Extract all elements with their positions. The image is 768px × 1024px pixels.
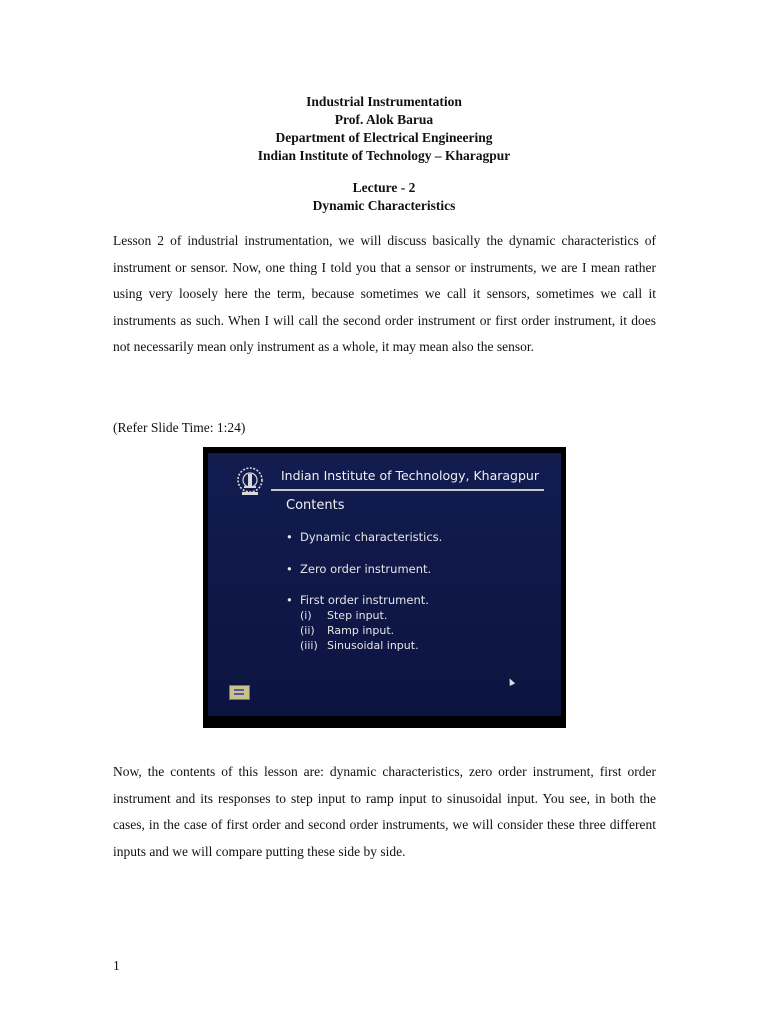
subitem-text: Ramp input. — [327, 624, 395, 637]
slide-bullet — [286, 530, 442, 544]
bullet-text: Zero order instrument. — [300, 562, 432, 576]
mouse-pointer-icon — [507, 677, 515, 686]
slide-nav-icon — [229, 685, 250, 700]
page-number: 1 — [113, 958, 120, 973]
intro-paragraph: Lesson 2 of industrial instrumentation, we will discuss basically the dynamic characteristics of instrument or sensor. Now, one thing I told you that a sensor or instruments, we are I mean rather using very loosely here the term, because sometimes we call it sensors, sometimes we call it instruments as such. When I will call the second order instrument or first order instrument, it does not necessarily mean only instrument as a whole, it may mean also the sensor. — [113, 233, 656, 355]
iit-logo-icon — [235, 465, 265, 497]
bullet-icon: • — [286, 562, 293, 576]
document-header — [0, 93, 768, 165]
subitem-text: Step input. — [327, 609, 388, 622]
subitem-number: (iii) — [300, 639, 318, 652]
slide-bullet — [286, 593, 429, 607]
subitem-number: (i) — [300, 609, 312, 622]
slide-image — [203, 447, 566, 728]
slide-heading: Contents — [286, 498, 345, 513]
slide-subitem — [300, 639, 419, 652]
course-title: Industrial Instrumentation — [306, 94, 462, 109]
lecture-title: Dynamic Characteristics — [312, 198, 456, 213]
slide-bullet — [286, 562, 431, 576]
subitem-text: Sinusoidal input. — [327, 639, 419, 652]
contents-paragraph: Now, the contents of this lesson are: dynamic characteristics, zero order instrument, first order instrument and its responses to step input to ramp input to sinusoidal input. You see, in both the cases, in the case of first order and second order instruments, we will consider these three different inputs and we will compare putting these side by side. — [113, 764, 656, 859]
bullet-text: Dynamic characteristics. — [300, 530, 443, 544]
slide-divider — [271, 489, 544, 491]
institute-name: Indian Institute of Technology – Kharagpur — [257, 148, 511, 163]
slide-background — [208, 453, 561, 716]
department-name: Department of Electrical Engineering — [275, 130, 493, 145]
slide-subitem — [300, 609, 387, 622]
slide-time-reference: (Refer Slide Time: 1:24) — [113, 420, 246, 435]
bullet-icon: • — [286, 530, 293, 544]
professor-name: Prof. Alok Barua — [334, 112, 434, 127]
subitem-number: (ii) — [300, 624, 315, 637]
bullet-text: First order instrument. — [300, 593, 429, 607]
slide-subitem — [300, 624, 394, 637]
bullet-icon: • — [286, 593, 293, 607]
slide-title: Indian Institute of Technology, Kharagpur — [281, 468, 539, 483]
lecture-number: Lecture - 2 — [352, 180, 416, 195]
lecture-heading — [0, 179, 768, 215]
